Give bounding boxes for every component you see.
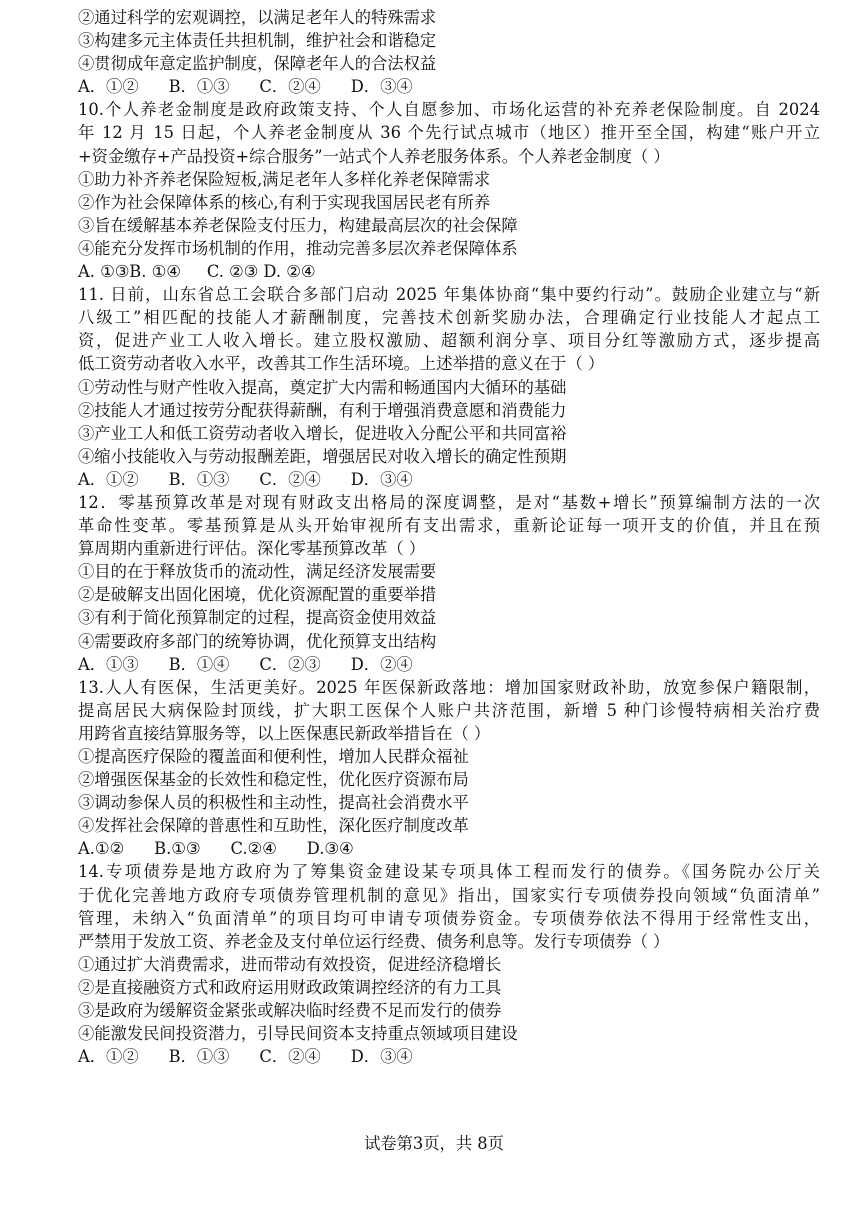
q13-option-2: ②增强医保基金的长效性和稳定性，优化医疗资源布局 [78,770,469,790]
question-14 [78,860,820,1068]
question-9-tail [78,6,820,98]
q12-option-3: ③有利于简化预算制定的过程，提高资金使用效益 [78,608,437,628]
q10-stem-line-3: +资金缴存+产品投资+综合服务”一站式个人养老服务体系。个人养老金制度（ ） [78,146,670,166]
q13-option-3: ③调动参保人员的积极性和主动性，提高社会消费水平 [78,793,469,813]
q14-answer-c: C．②④ [259,1047,321,1067]
q10-stem-line-1: 10.个人养老金制度是政府政策支持、个人自愿参加、市场化运营的补充养老保险制度。自 2024 [78,100,820,120]
q14-stem-line-2: 于优化完善地方政府专项债券管理机制的意见》指出，国家实行专项债券投向领域“负面清单” [78,885,820,905]
q11-answer-d: D．③④ [350,469,413,489]
q11-option-4: ④缩小技能收入与劳动报酬差距，增强居民对收入增长的确定性预期 [78,446,567,466]
q14-answer-b: B．①③ [168,1047,230,1067]
question-12 [78,491,820,676]
q11-stem-line-1: 11. 日前，山东省总工会联合多部门启动 2025 年集体协商“集中要约行动”。鼓励企业建立与“新 [78,285,820,305]
q14-option-2: ②是直接融资方式和政府运用财政政策调控经济的有力工具 [78,977,502,997]
q13-option-4: ④发挥社会保障的普惠性和互助性，深化医疗制度改革 [78,816,469,836]
q13-stem-line-3: 用跨省直接结算服务等，以上医保惠民新政举措旨在（ ） [78,723,491,743]
q13-answer-b: B.①③ [154,839,201,859]
q12-answer-choices [78,653,820,676]
q14-answer-a: A．①② [78,1047,139,1067]
q10-stem-line-2: 年 12 月 15 日起，个人养老金制度从 36 个先行试点城市（地区）推开至全国，构建“账户开立 [78,123,820,143]
question-10 [78,98,820,283]
q9-answer-c: C．②④ [259,77,321,97]
q12-stem-line-3: 算周期内重新进行评估。深化零基预算改革（ ） [78,539,426,559]
q9-answer-d: D．③④ [350,77,413,97]
q13-answer-a: A.①② [78,839,125,859]
q11-stem-line-4: 低工资劳动者收入水平，改善其工作生活环境。上述举措的意义在于（ ） [78,354,605,374]
q13-answer-d: D.③④ [306,839,354,859]
q12-answer-b: B．①④ [168,654,230,674]
question-11 [78,283,820,491]
q10-answer-ab: A. ①③B. ①④ [78,262,181,282]
q9-option-2: ②通过科学的宏观调控，以满足老年人的特殊需求 [78,8,437,27]
q13-answer-choices [78,837,820,860]
q13-option-1: ①提高医疗保险的覆盖面和便利性，增加人民群众福祉 [78,747,469,766]
q9-answer-b: B．①③ [168,77,230,97]
q11-option-2: ②技能人才通过按劳分配获得薪酬，有利于增强消费意愿和消费能力 [78,400,567,420]
q12-stem-line-1: 12．零基预算改革是对现有财政支出格局的深度调整，是对“基数+增长”预算编制方法的一次 [78,492,820,512]
q10-option-3: ③旨在缓解基本养老保险支付压力，构建最高层次的社会保障 [78,215,518,235]
q12-option-2: ②是破解支出固化困境，优化资源配置的重要举措 [78,585,437,605]
q11-option-3: ③产业工人和低工资劳动者收入增长，促进收入分配公平和共同富裕 [78,423,567,443]
q10-answer-choices [78,260,820,283]
page-footer: 试卷第3页，共 8页 [364,1134,504,1153]
q14-stem-line-3: 管理，未纳入“负面清单”的项目均可申请专项债券资金。专项债券依法不得用于经常性支出， [78,908,820,928]
q11-answer-choices [78,468,820,491]
q14-answer-choices [78,1045,820,1068]
q12-answer-d: D．②④ [350,654,413,674]
q14-stem-line-4: 严禁用于发放工资、养老金及支付单位运行经费、债务利息等。发行专项债券（ ） [78,931,670,951]
q9-option-4: ④贯彻成年意定监护制度，保障老年人的合法权益 [78,54,437,74]
q13-stem-line-1: 13.人人有医保，生活更美好。2025 年医保新政落地：增加国家财政补助，放宽参保户籍限制， [78,677,820,697]
q10-option-1: ①助力补齐养老保险短板,满足老年人多样化养老保障需求 [78,169,491,189]
q14-option-1: ①通过扩大消费需求，进而带动有效投资，促进经济稳增长 [78,954,502,974]
question-13 [78,676,820,861]
q13-answer-c: C.②④ [230,839,277,859]
q11-answer-b: B．①③ [168,469,230,489]
q12-option-4: ④需要政府多部门的统筹协调，优化预算支出结构 [78,631,437,651]
q11-answer-c: C．②④ [259,469,321,489]
q10-answer-cd: C. ②③ D. ②④ [206,262,316,282]
q14-option-4: ④能激发民间投资潜力，引导民间资本支持重点领域项目建设 [78,1024,518,1044]
q12-answer-a: A．①③ [78,654,139,674]
q12-stem-line-2: 革命性变革。零基预算是从头开始审视所有支出需求，重新论证每一项开支的价值，并且在预 [78,516,820,536]
q14-answer-d: D．③④ [350,1047,413,1067]
q12-option-1: ①目的在于释放货币的流动性，满足经济发展需要 [78,562,437,582]
q11-stem-line-3: 资，促进产业工人收入增长。建立股权激励、超额利润分享、项目分红等激励方式，逐步提高 [78,331,820,351]
q14-option-3: ③是政府为缓解资金紧张或解决临时经费不足而发行的债券 [78,1001,502,1021]
q11-answer-a: A．①② [78,469,139,489]
q10-option-2: ②作为社会保障体系的核心,有利于实现我国居民老有所养 [78,192,491,212]
q12-answer-c: C．②③ [259,654,321,674]
q9-answer-choices [78,75,820,98]
q10-option-4: ④能充分发挥市场机制的作用，推动完善多层次养老保障体系 [78,238,518,258]
q14-stem-line-1: 14.专项债券是地方政府为了筹集资金建设某专项具体工程而发行的债券。《国务院办公厅关 [78,862,820,882]
q9-option-3: ③构建多元主体责任共担机制，维护社会和谐稳定 [78,31,437,51]
q11-stem-line-2: 八级工”相匹配的技能人才薪酬制度，完善技术创新奖励办法，合理确定行业技能人才起点工 [78,308,820,328]
q9-answer-a: A．①② [78,77,139,97]
q11-option-1: ①劳动性与财产性收入提高，奠定扩大内需和畅通国内大循环的基础 [78,377,567,397]
q13-stem-line-2: 提高居民大病保险封顶线，扩大职工医保个人账户共济范围，新增 5 种门诊慢特病相关治疗费 [78,700,820,720]
